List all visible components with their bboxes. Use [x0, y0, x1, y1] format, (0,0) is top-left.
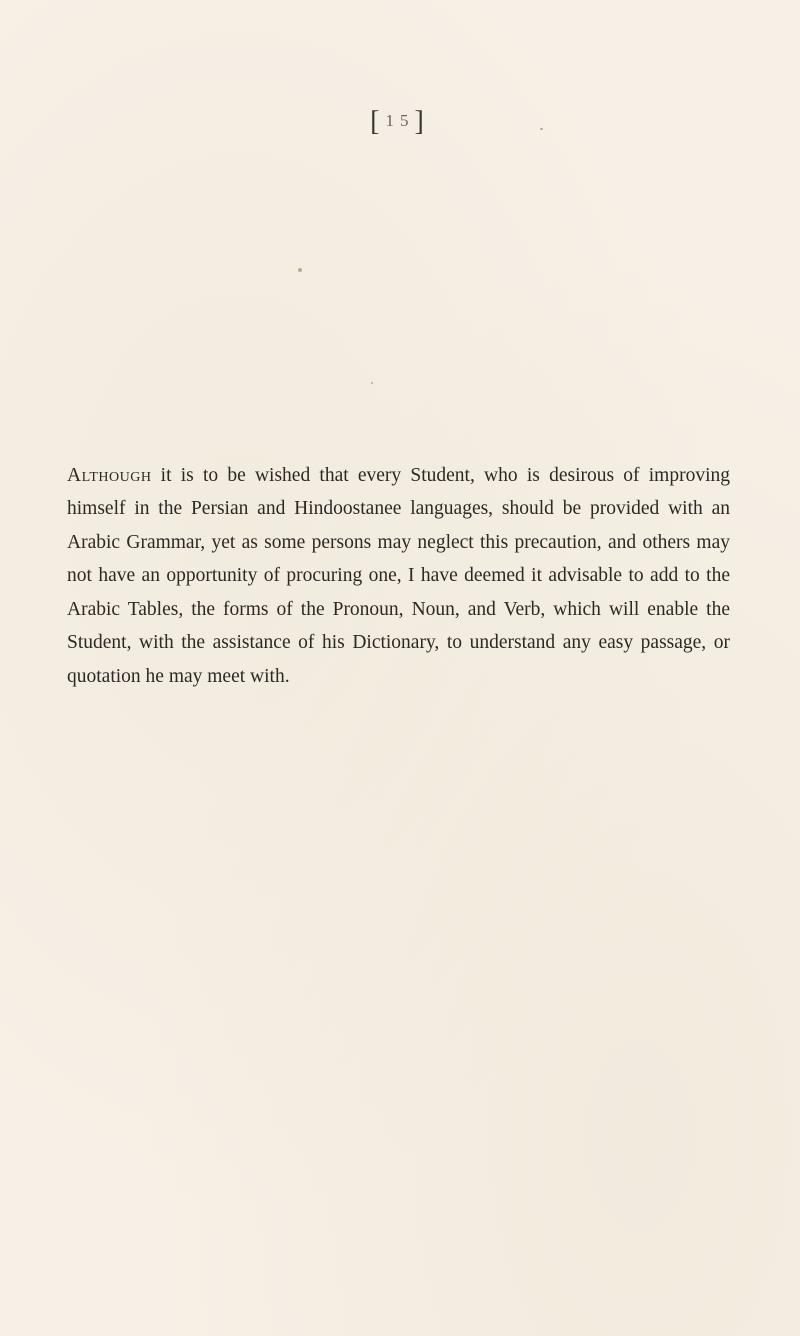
paragraph-lead-word: Although [67, 464, 152, 486]
paper-speck [298, 268, 302, 272]
paragraph-body: it is to be wished that every Student, who is desirous of improving himself in the Persian and Hindoostanee languages, should be provided with an Arabic Grammar, yet as some persons may neglect this precaution, and others may not have an opportunity of procuring one, I have deemed it advisable to add to the Arabic Tables, the forms of the Pronoun, Noun, and Verb, which will enable the Student, with the assistance of his Dictionary, to understand any easy passage, or quotation he may meet with. [67, 464, 730, 687]
page-number-open-bracket: [ [370, 106, 386, 137]
intro-paragraph [67, 459, 730, 694]
paper-speck [540, 128, 543, 130]
page-number-close-bracket: ] [414, 106, 430, 137]
paper-speck [371, 382, 373, 384]
page-number [0, 106, 800, 138]
page-number-value: 15 [385, 111, 415, 130]
